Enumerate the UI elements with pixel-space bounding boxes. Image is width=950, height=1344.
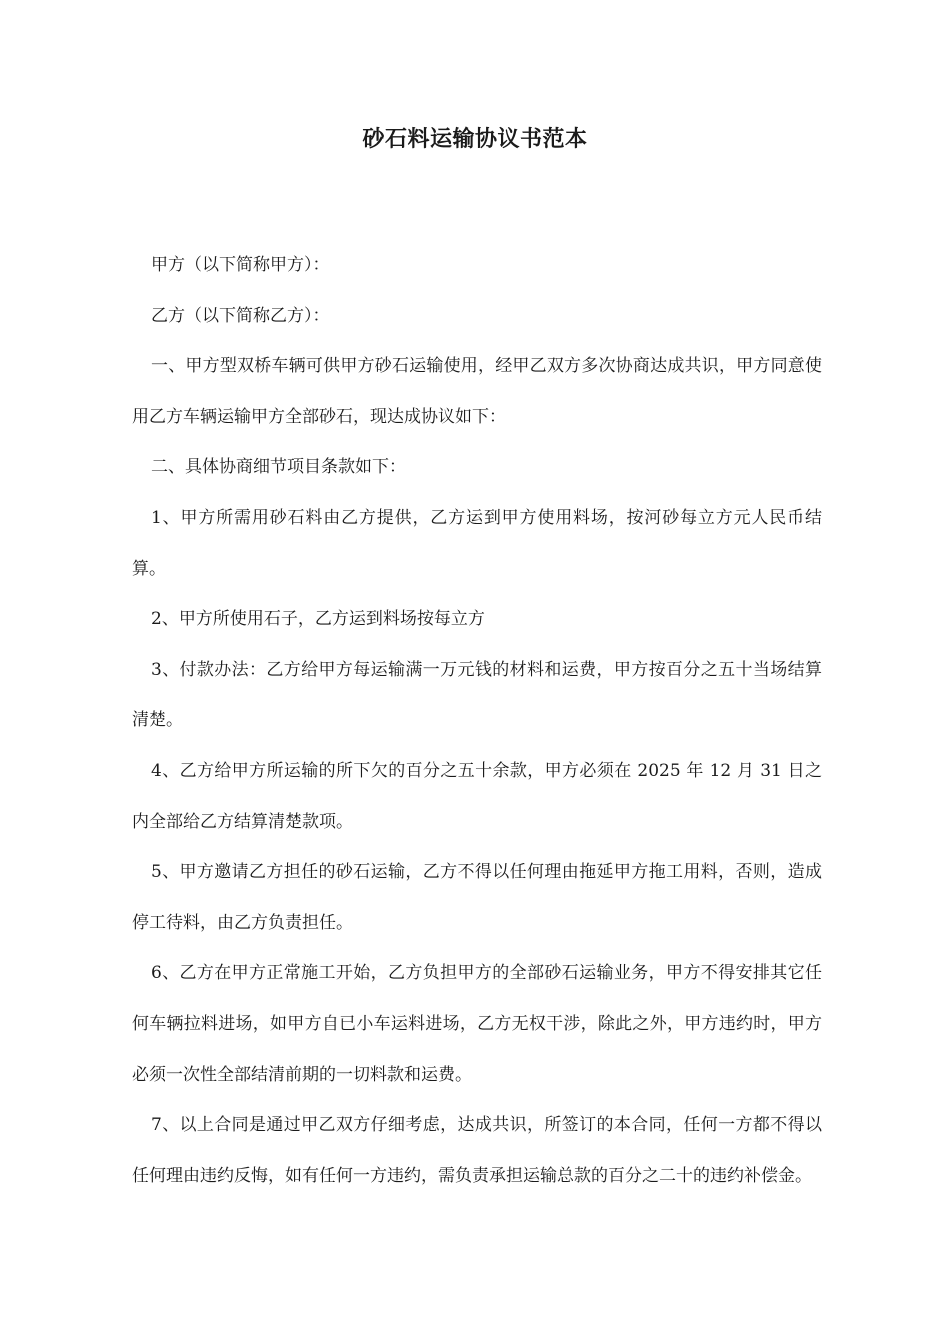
item-5: 5、甲方邀请乙方担任的砂石运输，乙方不得以任何理由拖延甲方拖工用料，否则，造成停工待料，由乙方负责担任。 [132,862,822,933]
clause-one: 一、甲方型双桥车辆可供甲方砂石运输使用，经甲乙双方多次协商达成共识，甲方同意使用乙方车辆运输甲方全部砂石，现达成协议如下： [132,356,822,427]
item-4: 4、乙方给甲方所运输的所下欠的百分之五十余款，甲方必须在 2025 年 12 月 31 日之内全部给乙方结算清楚款项。 [132,760,822,832]
document-body [132,240,822,1201]
item-3: 3、付款办法：乙方给甲方每运输满一万元钱的材料和运费，甲方按百分之五十当场结算清楚。 [132,659,822,731]
document-title: 砂石料运输协议书范本 [362,127,588,152]
party-b-line: 乙方（以下简称乙方）： [151,305,330,326]
party-a-line: 甲方（以下简称甲方）： [151,255,330,275]
item-1: 1、甲方所需用砂石料由乙方提供，乙方运到甲方使用料场，按河砂每立方元人民币结算。 [132,507,822,579]
clause-two-heading: 二、具体协商细节项目条款如下： [151,457,406,478]
item-2: 2、甲方所使用石子，乙方运到料场按每立方 [151,609,485,630]
item-6: 6、乙方在甲方正常施工开始，乙方负担甲方的全部砂石运输业务，甲方不得安排其它任何车辆拉料进场，如甲方自已小车运料进场，乙方无权干涉，除此之外，甲方违约时，甲方必须一次性全部结清前期的一切料款和运费。 [132,963,822,1085]
item-7: 7、以上合同是通过甲乙双方仔细考虑，达成共识，所签订的本合同，任何一方都不得以任何理由违约反悔，如有任何一方违约，需负责承担运输总款的百分之二十的违约补偿金。 [132,1115,822,1186]
